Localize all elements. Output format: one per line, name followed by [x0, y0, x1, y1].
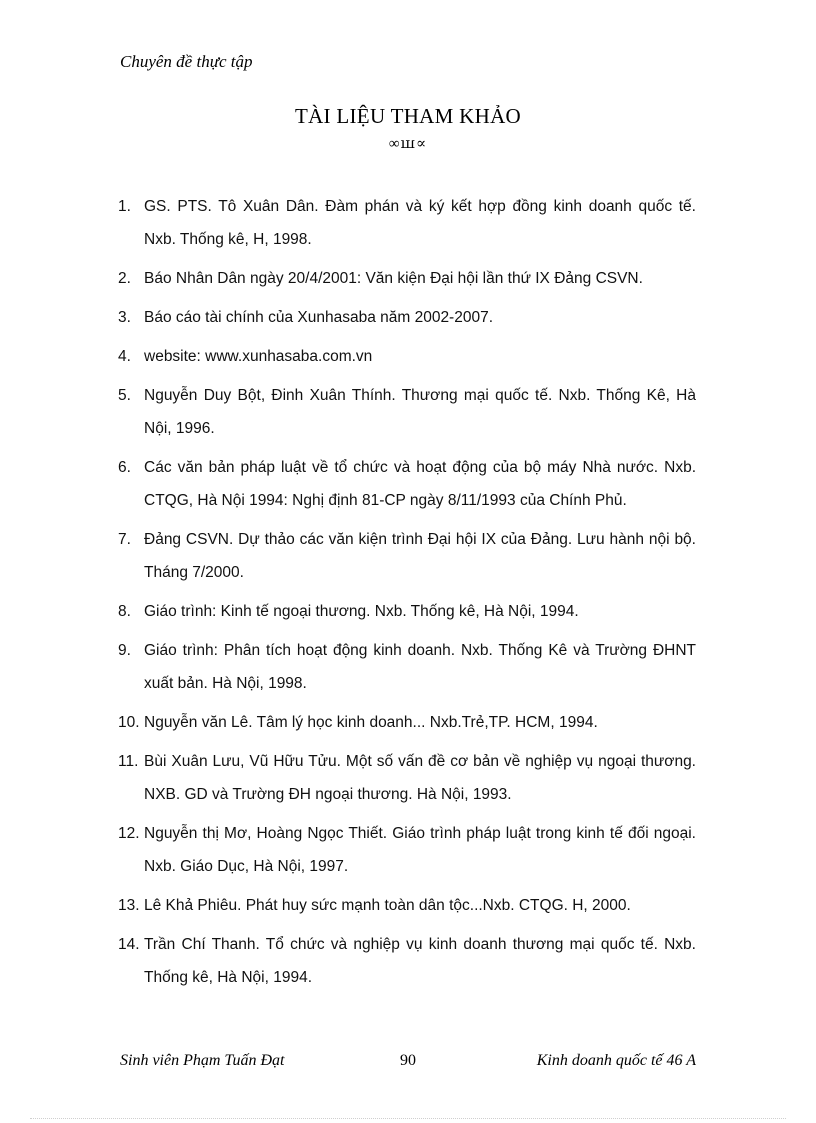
reference-item	[118, 595, 696, 628]
reference-number: 6.	[118, 459, 131, 476]
running-header: Chuyên đề thực tập	[120, 52, 253, 71]
reference-text: Nguyễn thị Mơ, Hoàng Ngọc Thiết. Giáo trình pháp luật trong kinh tế đối ngoại. Nxb. Giáo Dục, Hà Nội, 1997.	[144, 825, 696, 875]
reference-list	[118, 190, 696, 1000]
reference-number: 9.	[118, 642, 131, 659]
reference-number: 14.	[118, 936, 140, 953]
footer-author: Sinh viên Phạm Tuấn Đạt	[120, 1052, 285, 1069]
reference-item	[118, 379, 696, 445]
reference-text: Các văn bản pháp luật về tổ chức và hoạt động của bộ máy Nhà nước. Nxb. CTQG, Hà Nội 1994: Nghị định 81-CP ngày 8/11/1993 của Chính Phủ.	[144, 459, 696, 509]
reference-item	[118, 340, 696, 373]
reference-number: 7.	[118, 531, 131, 548]
reference-number: 13.	[118, 897, 140, 914]
reference-number: 11.	[118, 753, 139, 770]
reference-text: Giáo trình: Kinh tế ngoại thương. Nxb. Thống kê, Hà Nội, 1994.	[144, 603, 579, 620]
reference-item	[118, 817, 696, 883]
reference-text: Đảng CSVN. Dự thảo các văn kiện trình Đại hội IX của Đảng. Lưu hành nội bộ. Tháng 7/2000.	[144, 531, 696, 581]
reference-item	[118, 889, 696, 922]
reference-text: GS. PTS. Tô Xuân Dân. Đàm phán và ký kết hợp đồng kinh doanh quốc tế. Nxb. Thống kê, H, 1998.	[144, 198, 696, 248]
reference-item	[118, 301, 696, 334]
reference-text: Báo Nhân Dân ngày 20/4/2001: Văn kiện Đại hội lần thứ IX Đảng CSVN.	[144, 270, 643, 287]
reference-number: 3.	[118, 309, 131, 326]
reference-item	[118, 451, 696, 517]
reference-number: 12.	[118, 825, 140, 842]
reference-text: Bùi Xuân Lưu, Vũ Hữu Tửu. Một số vấn đề cơ bản về nghiệp vụ ngoại thương. NXB. GD và Trường ĐH ngoại thương. Hà Nội, 1993.	[144, 753, 696, 803]
reference-text: website: www.xunhasaba.com.vn	[144, 348, 373, 365]
reference-number: 2.	[118, 270, 131, 287]
reference-text: Trần Chí Thanh. Tổ chức và nghiệp vụ kinh doanh thương mại quốc tế. Nxb. Thống kê, Hà Nội, 1994.	[144, 936, 696, 986]
reference-text: Nguyễn Duy Bột, Đinh Xuân Thính. Thương mại quốc tế. Nxb. Thống Kê, Hà Nội, 1996.	[144, 387, 696, 437]
bottom-divider	[30, 1118, 786, 1119]
footer-class: Kinh doanh quốc tế 46 A	[536, 1052, 696, 1069]
reference-text: Nguyễn văn Lê. Tâm lý học kinh doanh... Nxb.Trẻ,TP. HCM, 1994.	[144, 714, 598, 731]
reference-number: 1.	[118, 198, 131, 215]
reference-number: 5.	[118, 387, 131, 404]
reference-text: Lê Khả Phiêu. Phát huy sức mạnh toàn dân tộc...Nxb. CTQG. H, 2000.	[144, 897, 631, 914]
reference-number: 10.	[118, 714, 140, 731]
reference-text: Giáo trình: Phân tích hoạt động kinh doanh. Nxb. Thống Kê và Trường ĐHNT xuất bản. Hà Nội, 1998.	[144, 642, 696, 692]
reference-item	[118, 262, 696, 295]
reference-item	[118, 706, 696, 739]
reference-number: 8.	[118, 603, 131, 620]
page-title: TÀI LIỆU THAM KHẢO	[294, 104, 522, 128]
reference-item	[118, 523, 696, 589]
reference-text: Báo cáo tài chính của Xunhasaba năm 2002-2007.	[144, 309, 494, 326]
reference-item	[118, 745, 696, 811]
reference-item	[118, 928, 696, 994]
page-footer	[120, 1052, 696, 1074]
reference-item	[118, 634, 696, 700]
ornament-divider: ∞ꟺ∝	[388, 136, 428, 152]
reference-number: 4.	[118, 348, 131, 365]
page-number: 90	[400, 1052, 416, 1069]
reference-item	[118, 190, 696, 256]
